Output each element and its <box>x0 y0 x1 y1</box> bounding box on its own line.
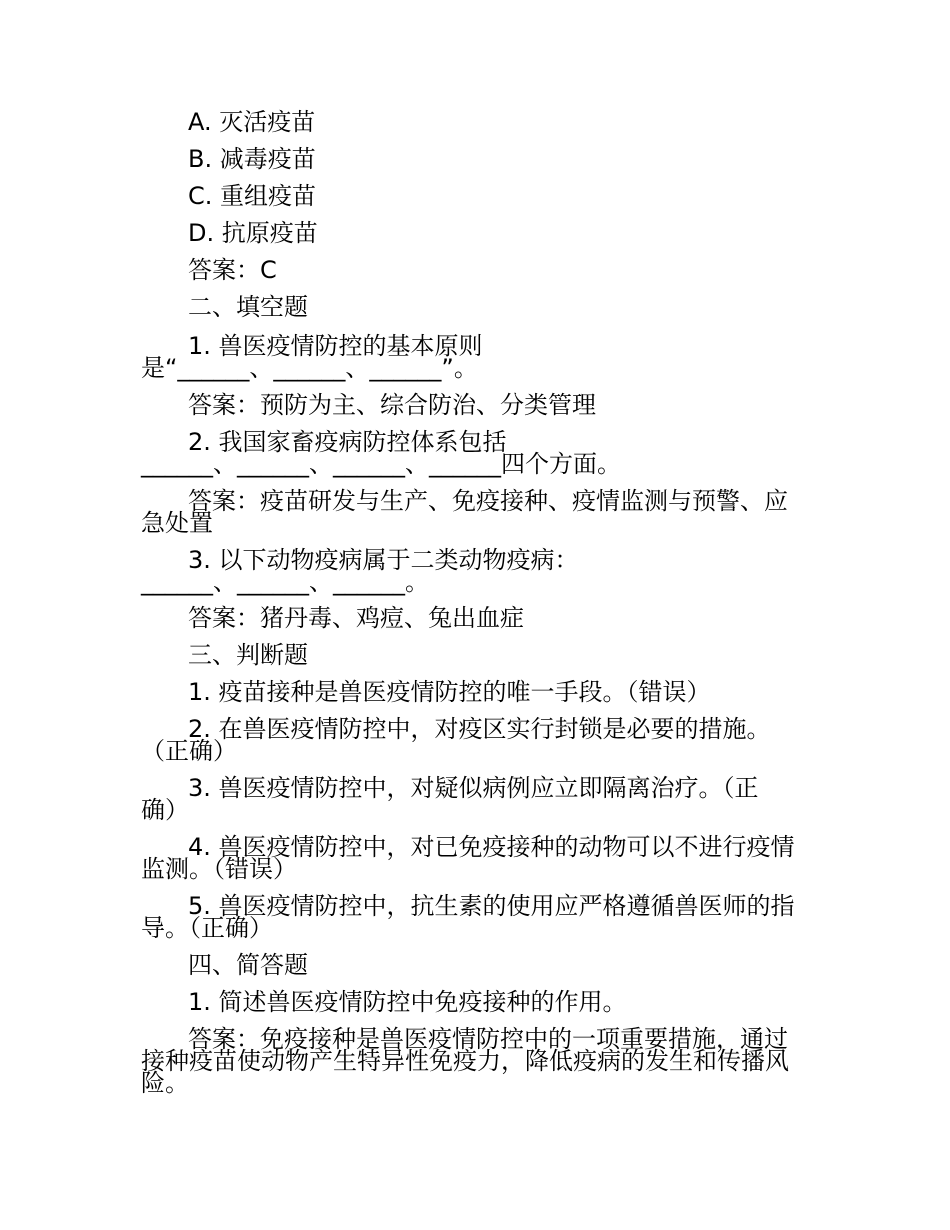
fill-q2-line1: 2. 我国家畜疫病防控体系包括 <box>188 428 507 456</box>
fill-q3-line1: 3. 以下动物疫病属于二类动物疫病： <box>188 546 579 574</box>
mc-answer: 答案：C <box>188 256 277 284</box>
sa-q1-answer-line2: 接种疫苗使动物产生特异性免疫力，降低疫病的发生和传播风 <box>141 1047 789 1075</box>
tf-q3-line1: 3. 兽医疫情防控中，对疑似病例应立即隔离治疗。（正 <box>188 774 759 802</box>
tf-q1: 1. 疫苗接种是兽医疫情防控的唯一手段。（错误） <box>188 678 711 706</box>
option-b: B. 减毒疫苗 <box>188 145 316 173</box>
fill-q1-answer: 答案：预防为主、综合防治、分类管理 <box>188 391 596 419</box>
tf-q2-line2: （正确） <box>141 737 237 765</box>
fill-q1-line1: 1. 兽医疫情防控的基本原则 <box>188 332 483 360</box>
sa-q1-answer-line1: 答案：免疫接种是兽医疫情防控中的一项重要措施，通过 <box>188 1025 788 1053</box>
sa-q1: 1. 简述兽医疫情防控中免疫接种的作用。 <box>188 988 627 1016</box>
fill-q2-line2: ______、______、______、______四个方面。 <box>141 450 621 478</box>
option-c: C. 重组疫苗 <box>188 182 317 210</box>
tf-q3-line2: 确） <box>141 796 189 824</box>
section-heading-fill-blank: 二、填空题 <box>188 293 308 321</box>
option-a: A. 灭活疫苗 <box>188 108 316 136</box>
fill-q3-answer: 答案：猪丹毒、鸡痘、兔出血症 <box>188 604 524 632</box>
tf-q4-line1: 4. 兽医疫情防控中，对已免疫接种的动物可以不进行疫情 <box>188 833 795 861</box>
section-heading-short-answer: 四、简答题 <box>188 951 308 979</box>
fill-q2-answer-line2: 急处置 <box>141 509 213 537</box>
fill-q2-answer-line1: 答案：疫苗研发与生产、免疫接种、疫情监测与预警、应 <box>188 487 788 515</box>
option-d: D. 抗原疫苗 <box>188 219 318 247</box>
fill-q1-line2: 是“______、______、______”。 <box>141 354 478 382</box>
sa-q1-answer-line3: 险。 <box>141 1069 189 1097</box>
tf-q5-line1: 5. 兽医疫情防控中，抗生素的使用应严格遵循兽医师的指 <box>188 892 795 920</box>
tf-q5-line2: 导。（正确） <box>141 914 273 942</box>
tf-q2-line1: 2. 在兽医疫情防控中，对疫区实行封锁是必要的措施。 <box>188 715 771 743</box>
fill-q3-line2: ______、______、______。 <box>141 568 429 596</box>
tf-q4-line2: 监测。（错误） <box>141 855 297 883</box>
section-heading-true-false: 三、判断题 <box>188 641 308 669</box>
